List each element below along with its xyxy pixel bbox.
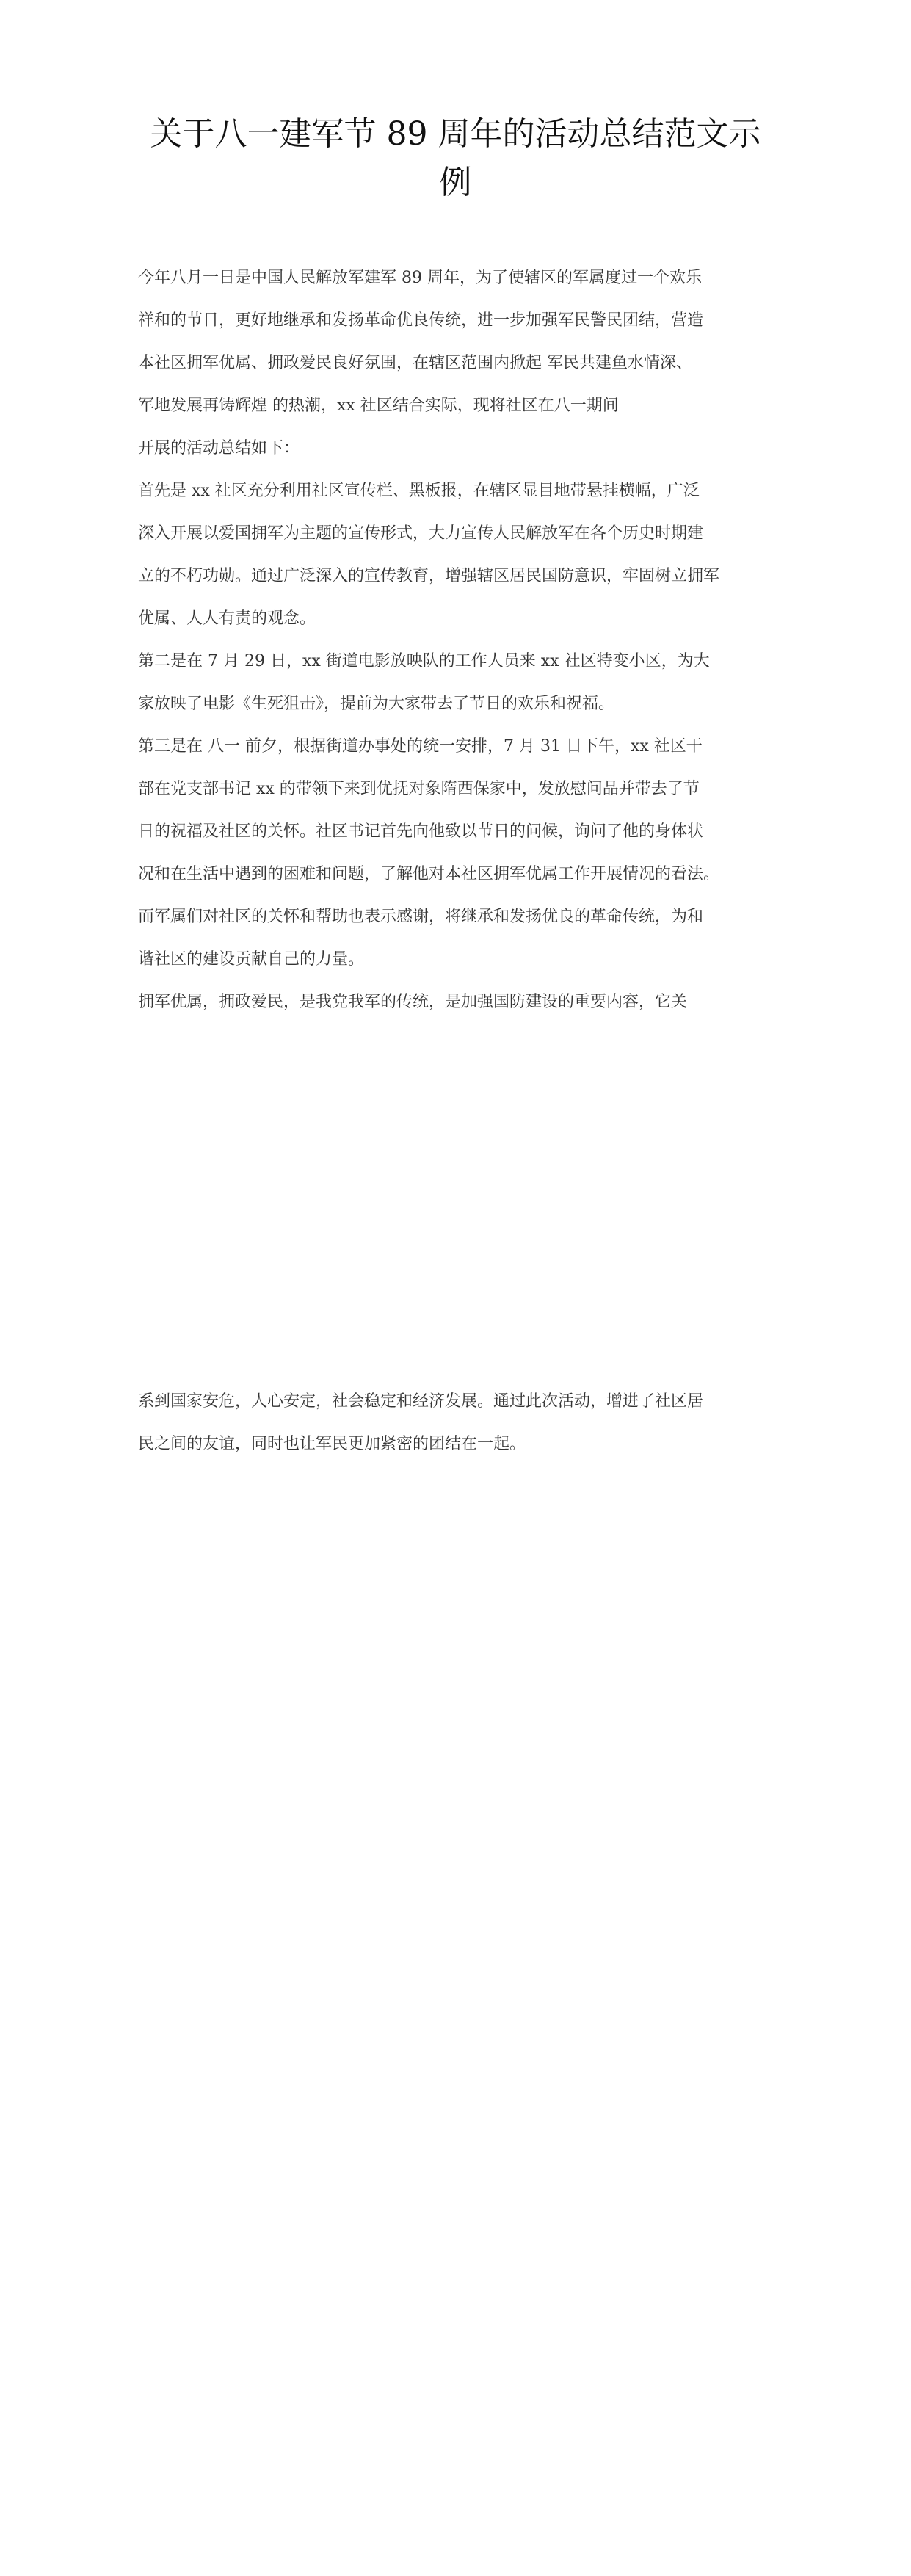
text-line: 第三是在 八一 前夕，根据街道办事处的统一安排，7 月 31 日下午，xx 社区干 <box>138 737 703 756</box>
text-line: 民之间的友谊，同时也让军民更加紧密的团结在一起。 <box>138 1435 526 1453</box>
text-line: 第二是在 7 月 29 日，xx 街道电影放映队的工作人员来 xx 社区特变小区，为大 <box>138 652 710 670</box>
text-line: 深入开展以爱国拥军为主题的宣传形式，大力宣传人民解放军在各个历史时期建 <box>138 524 704 543</box>
title-line-1: 关于八一建军节 89 周年的活动总结范文示 <box>150 115 761 153</box>
text-line: 拥军优属，拥政爱民，是我党我军的传统，是加强国防建设的重要内容，它关 <box>138 993 688 1011</box>
text-line: 家放映了电影《生死狙击》，提前为大家带去了节日的欢乐和祝福。 <box>138 695 615 713</box>
text-line: 本社区拥军优属、拥政爱民良好氛围，在辖区范围内掀起 军民共建鱼水情深、 <box>138 354 692 372</box>
text-line: 日的祝福及社区的关怀。社区书记首先向他致以节日的问候，询问了他的身体状 <box>138 822 704 841</box>
title-line-2: 例 <box>439 164 472 201</box>
text-line: 首先是 xx 社区充分利用社区宣传栏、黑板报，在辖区显目地带悬挂横幅，广泛 <box>138 482 700 500</box>
text-line: 况和在生活中遇到的困难和问题，了解他对本社区拥军优属工作开展情况的看法。 <box>138 865 720 883</box>
text-line: 军地发展再铸辉煌 的热潮，xx 社区结合实际，现将社区在八一期间 <box>138 397 619 415</box>
body-text-continuation <box>138 1381 781 1466</box>
text-line: 优属、人人有责的观念。 <box>138 609 316 628</box>
text-line: 谐社区的建设贡献自己的力量。 <box>138 950 365 969</box>
text-line: 今年八月一日是中国人民解放军建军 89 周年，为了使辖区的军属度过一个欢乐 <box>138 269 702 287</box>
body-text-block <box>138 257 781 1024</box>
text-line: 部在党支部书记 xx 的带领下来到优抚对象隋西保家中，发放慰问品并带去了节 <box>138 780 700 798</box>
text-line: 祥和的节日，更好地继承和发扬革命优良传统，进一步加强军民警民团结，营造 <box>138 311 704 330</box>
text-line: 开展的活动总结如下： <box>138 439 300 457</box>
text-line: 立的不朽功勋。通过广泛深入的宣传教育，增强辖区居民国防意识，牢固树立拥军 <box>138 567 720 585</box>
text-line: 系到国家安危，人心安定，社会稳定和经济发展。通过此次活动，增进了社区居 <box>138 1392 704 1411</box>
document-title <box>125 110 786 207</box>
text-line: 而军属们对社区的关怀和帮助也表示感谢，将继承和发扬优良的革命传统，为和 <box>138 908 704 926</box>
